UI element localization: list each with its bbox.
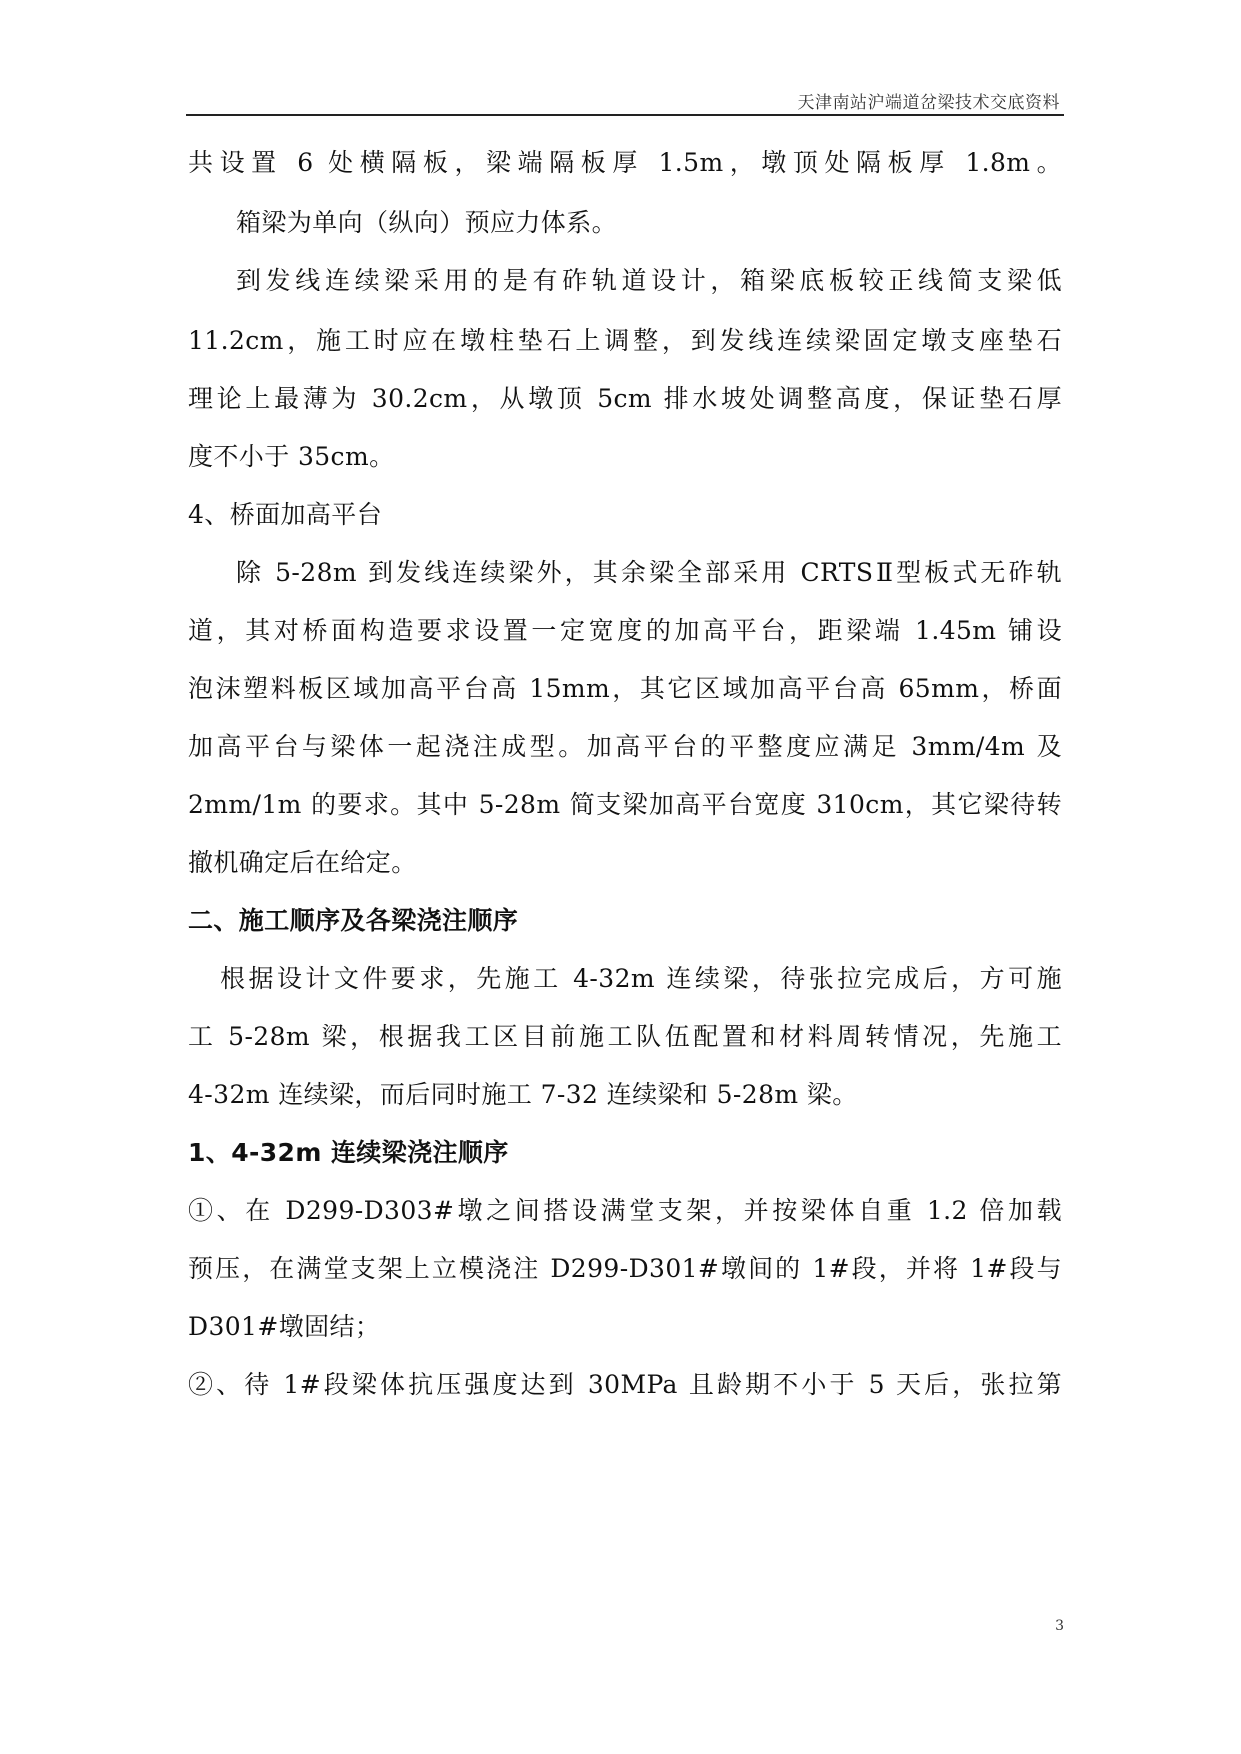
page-number: 3 <box>1055 1618 1064 1634</box>
body-line: 加高平台与梁体一起浇注成型。加高平台的平整度应满足 3mm/4m 及 <box>188 732 1062 761</box>
body-line: 预压，在满堂支架上立模浇注 D299-D301#墩间的 1#段，并将 1#段与 <box>188 1254 1062 1283</box>
body-line: 泡沫塑料板区域加高平台高 15mm，其它区域加高平台高 65mm，桥面 <box>188 674 1062 703</box>
body-line: ②、待 1#段梁体抗压强度达到 30MPa 且龄期不小于 5 天后，张拉第 <box>188 1370 1062 1399</box>
body-line: 共设置 6 处横隔板，梁端隔板厚 1.5m，墩顶处隔板厚 1.8m。 <box>188 148 1062 177</box>
header-title: 天津南站沪端道岔梁技术交底资料 <box>797 93 1060 113</box>
body-line: 箱梁为单向（纵向）预应力体系。 <box>236 208 618 237</box>
body-line: 度不小于 35cm。 <box>188 442 395 471</box>
body-line: 撤机确定后在给定。 <box>188 848 417 877</box>
body-line: 工 5-28m 梁，根据我工区目前施工队伍配置和材料周转情况，先施工 <box>188 1022 1062 1051</box>
header-rule <box>186 114 1064 116</box>
section-heading: 二、施工顺序及各梁浇注顺序 <box>188 906 519 935</box>
body-line: D301#墩固结； <box>188 1312 381 1341</box>
body-line: 到发线连续梁采用的是有砟轨道设计，箱梁底板较正线简支梁低 <box>236 266 1062 295</box>
body-line: 根据设计文件要求，先施工 4-32m 连续梁，待张拉完成后，方可施 <box>220 964 1062 993</box>
section-heading: 1、4-32m 连续梁浇注顺序 <box>188 1138 509 1167</box>
body-line: 2mm/1m 的要求。其中 5-28m 简支梁加高平台宽度 310cm，其它梁待转 <box>188 790 1062 819</box>
body-line: 理论上最薄为 30.2cm，从墩顶 5cm 排水坡处调整高度，保证垫石厚 <box>188 384 1062 413</box>
body-line: 11.2cm，施工时应在墩柱垫石上调整，到发线连续梁固定墩支座垫石 <box>188 326 1062 355</box>
body-line: ①、在 D299-D303#墩之间搭设满堂支架，并按梁体自重 1.2 倍加载 <box>188 1196 1062 1225</box>
body-line: 道，其对桥面构造要求设置一定宽度的加高平台，距梁端 1.45m 铺设 <box>188 616 1062 645</box>
body-line: 除 5-28m 到发线连续梁外，其余梁全部采用 CRTSⅡ型板式无砟轨 <box>236 558 1062 587</box>
section-subheading: 4、桥面加高平台 <box>188 500 383 529</box>
body-line: 4-32m 连续梁，而后同时施工 7-32 连续梁和 5-28m 梁。 <box>188 1080 858 1109</box>
